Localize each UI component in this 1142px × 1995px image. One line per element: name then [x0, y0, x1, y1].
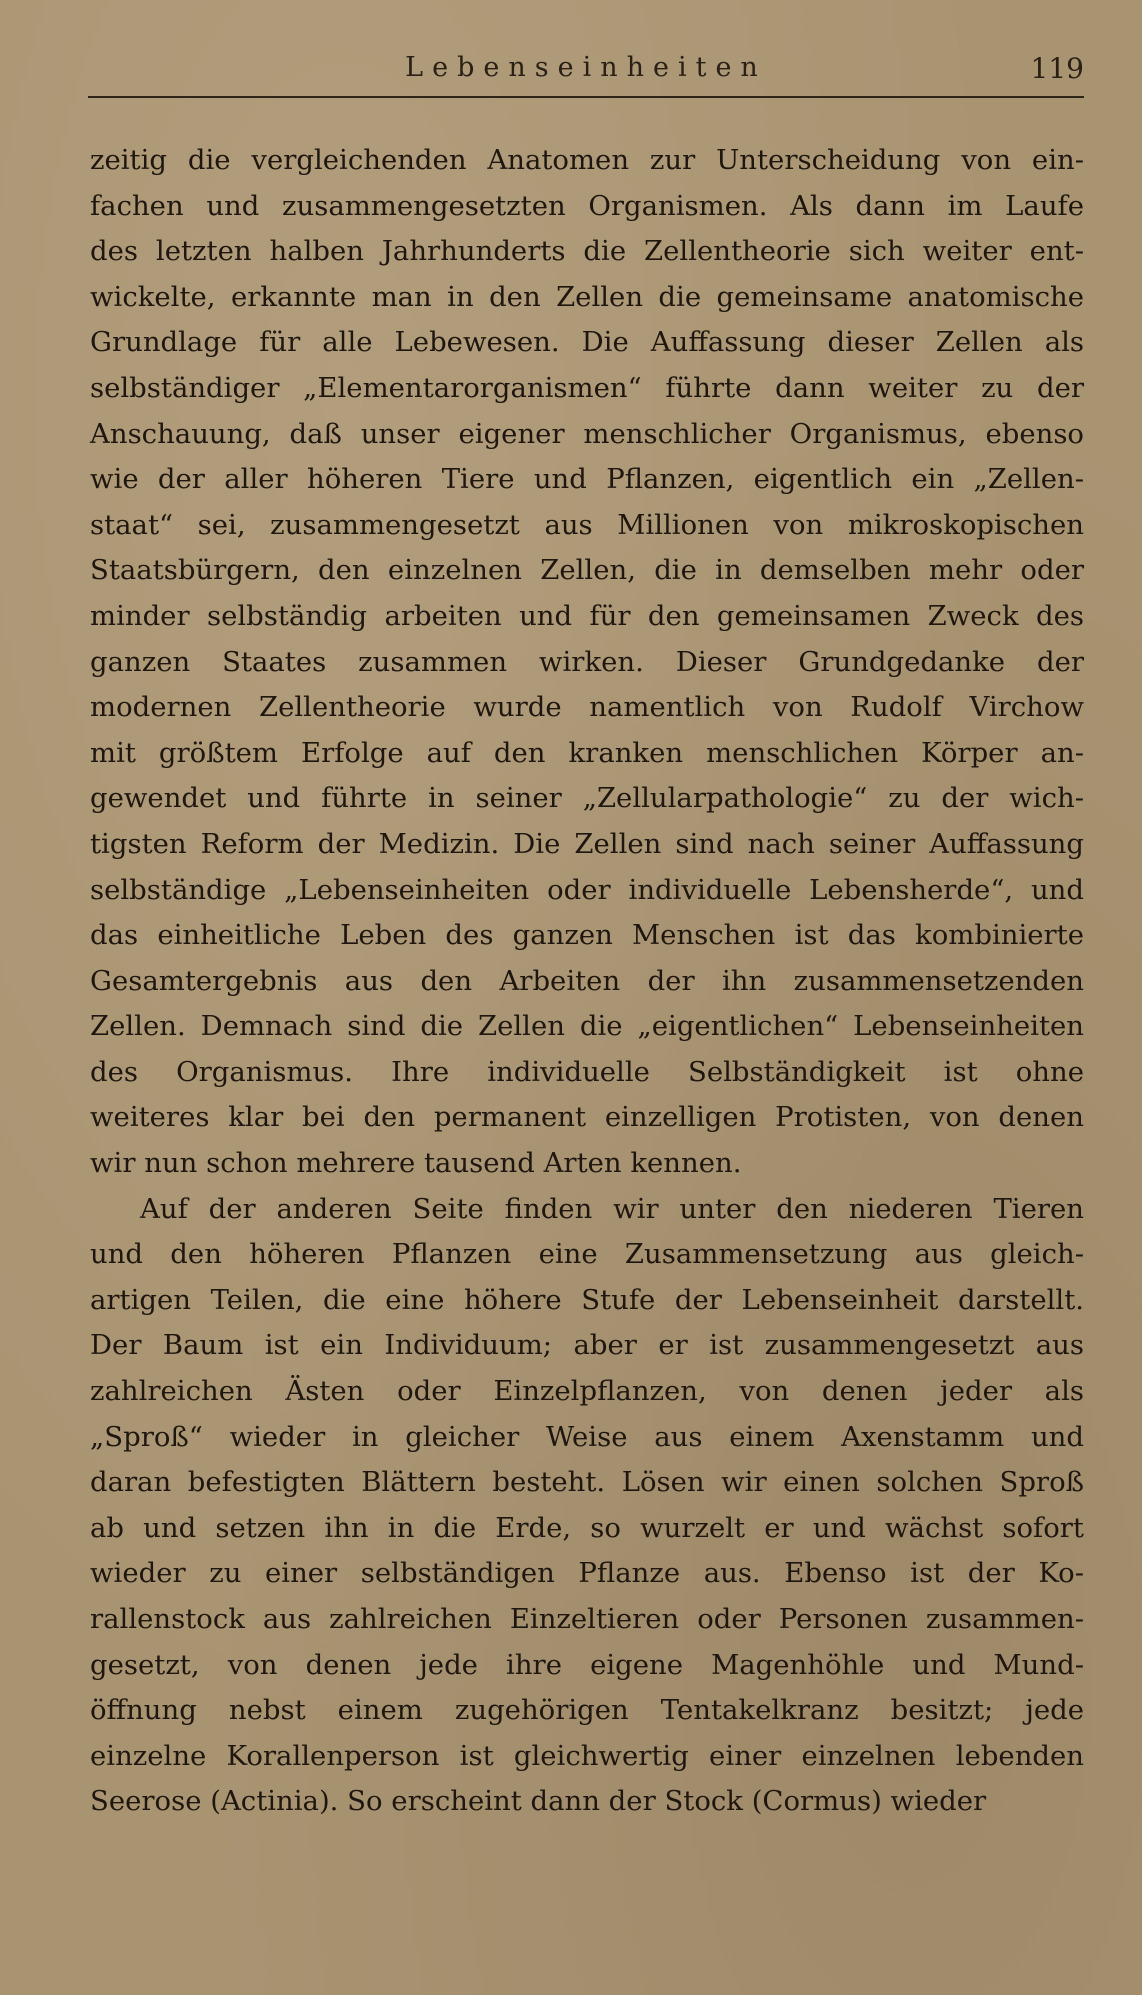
text-line: Zellen. Demnach sind die Zellen die „eigentlichen“ Lebenseinheiten — [90, 1010, 1084, 1043]
text-line: Auf der anderen Seite finden wir unter den niederen Tieren — [140, 1192, 1084, 1225]
text-line: öffnung nebst einem zugehörigen Tentakelkranz besitzt; jede — [90, 1694, 1084, 1727]
text-line: Anschauung, daß unser eigener menschlicher Organismus, ebenso — [90, 417, 1084, 450]
text-line: modernen Zellentheorie wurde namentlich von Rudolf Virchow — [90, 691, 1084, 724]
text-line: mit größtem Erfolge auf den kranken menschlichen Körper an- — [90, 736, 1084, 769]
text-line: fachen und zusammengesetzten Organismen. Als dann im Laufe — [90, 189, 1084, 222]
text-line: staat“ sei, zusammengesetzt aus Millionen von mikroskopischen — [90, 508, 1084, 541]
text-line: gesetzt, von denen jede ihre eigene Magenhöhle und Mund- — [90, 1648, 1084, 1681]
text-line: „Sproß“ wieder in gleicher Weise aus einem Axenstamm und — [90, 1420, 1084, 1453]
text-line: zahlreichen Ästen oder Einzelpflanzen, von denen jeder als — [90, 1375, 1084, 1408]
text-line: artigen Teilen, die eine höhere Stufe der Lebenseinheit darstellt. — [90, 1283, 1084, 1316]
text-line: des Organismus. Ihre individuelle Selbständigkeit ist ohne — [90, 1055, 1084, 1088]
text-line: Gesamtergebnis aus den Arbeiten der ihn zusammensetzenden — [90, 964, 1084, 997]
text-line: wie der aller höheren Tiere und Pflanzen, eigentlich ein „Zellen- — [90, 463, 1084, 496]
text-line: rallenstock aus zahlreichen Einzeltieren oder Personen zusammen- — [90, 1603, 1084, 1635]
text-line: wieder zu einer selbständigen Pflanze aus. Ebenso ist der Ko- — [90, 1557, 1084, 1590]
text-line: selbständige „Lebenseinheiten oder individuelle Lebensherde“, und — [90, 873, 1084, 906]
text-line: wir nun schon mehrere tausend Arten kennen. — [90, 1147, 742, 1180]
body-text — [90, 138, 1084, 1825]
text-line: ab und setzen ihn in die Erde, so wurzelt er und wächst sofort — [90, 1511, 1084, 1544]
running-title: Lebenseinheiten — [405, 52, 767, 83]
text-line: weiteres klar bei den permanent einzelligen Protisten, von denen — [90, 1101, 1084, 1134]
text-line: tigsten Reform der Medizin. Die Zellen sind nach seiner Auffassung — [90, 827, 1084, 860]
text-line: Grundlage für alle Lebewesen. Die Auffassung dieser Zellen als — [90, 326, 1084, 359]
text-line: minder selbständig arbeiten und für den gemeinsamen Zweck des — [90, 599, 1084, 632]
text-line: zeitig die vergleichenden Anatomen zur Unterscheidung von ein- — [90, 144, 1084, 176]
text-line: das einheitliche Leben des ganzen Menschen ist das kombinierte — [90, 919, 1084, 952]
text-line: ganzen Staates zusammen wirken. Dieser Grundgedanke der — [90, 645, 1084, 678]
text-line: gewendet und führte in seiner „Zellularpathologie“ zu der wich- — [90, 782, 1084, 815]
page-number: 119 — [1030, 52, 1084, 85]
text-line: selbständiger „Elementarorganismen“ führte dann weiter zu der — [90, 371, 1084, 404]
text-line: daran befestigten Blättern besteht. Lösen wir einen solchen Sproß — [90, 1466, 1084, 1499]
text-line: wickelte, erkannte man in den Zellen die gemeinsame anatomische — [90, 280, 1084, 313]
text-line: und den höheren Pflanzen eine Zusammensetzung aus gleich- — [90, 1238, 1084, 1271]
text-line: Seerose (Actinia). So erscheint dann der Stock (Cormus) wieder — [90, 1785, 987, 1818]
text-line: Staatsbürgern, den einzelnen Zellen, die in demselben mehr oder — [90, 554, 1084, 587]
text-line: des letzten halben Jahrhunderts die Zellentheorie sich weiter ent- — [90, 235, 1084, 268]
text-line: einzelne Korallenperson ist gleichwertig einer einzelnen lebenden — [90, 1739, 1084, 1772]
text-line: Der Baum ist ein Individuum; aber er ist zusammengesetzt aus — [90, 1329, 1084, 1362]
running-head — [88, 52, 1084, 92]
header-rule — [88, 96, 1084, 98]
